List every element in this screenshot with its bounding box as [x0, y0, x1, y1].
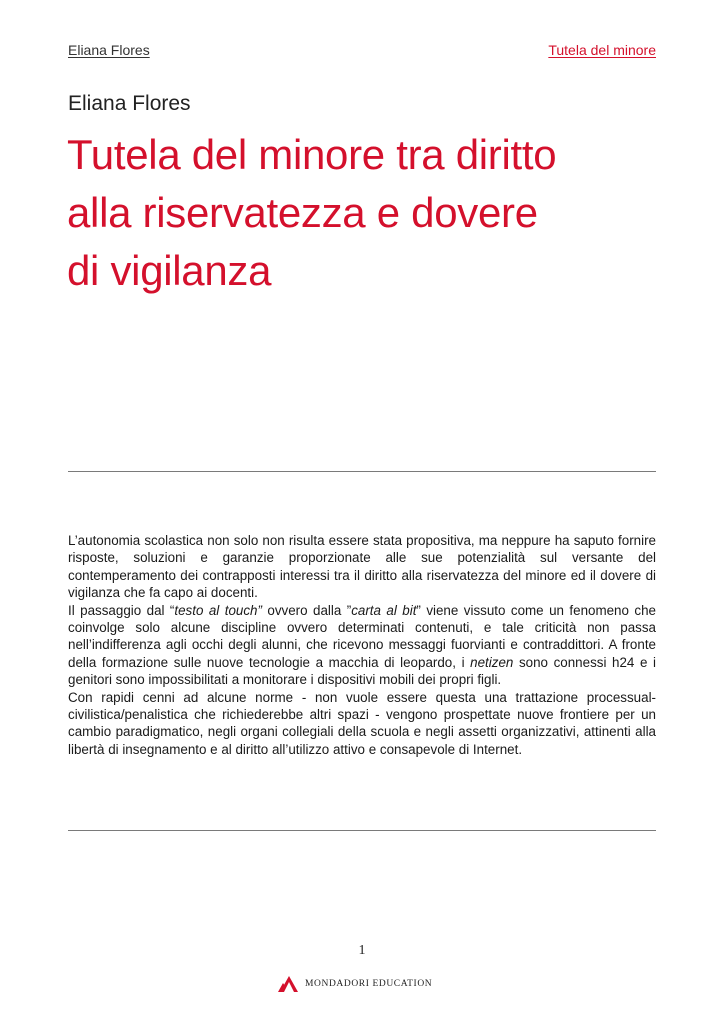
document-title	[67, 126, 667, 300]
abstract-p2-text-3: ” viene vissuto come un fenomeno che coinvolge solo alcune discipline ovvero determinati contenuti, e tale criticità non passa nell’indifferenza agli occhi degli alunni, che ricevono messaggi fuorvianti e contraddittori. A fronte della formazione sulle nuove tecnologie a macchia di leopardo, i	[68, 602, 656, 670]
divider-bottom	[68, 830, 656, 831]
abstract-paragraph-3: Con rapidi cenni ad alcune norme - non vuole essere questa una trattazione processual-civilistica/penalistica che richiederebbe altri spazi - vengono prospettate nuove frontiere per un cambio paradigmatico, negli organi collegiali della scuola e negli assetti organizzativi, attinenti alla libertà di insegnamento e al diritto all’utilizzo attivo e consapevole di Internet.	[68, 689, 656, 757]
abstract	[68, 532, 656, 758]
title-line-3: di vigilanza	[67, 247, 272, 294]
abstract-p2-italic-1: testo al touch”	[174, 602, 262, 618]
abstract-p2-italic-2: carta al bit	[351, 602, 417, 618]
abstract-p2-italic-3: netizen	[470, 654, 514, 670]
title-line-1: Tutela del minore tra diritto	[67, 131, 557, 178]
author-name: Eliana Flores	[68, 92, 191, 115]
divider-top	[68, 471, 656, 472]
abstract-paragraph-2	[68, 602, 656, 689]
mondadori-logo-icon	[278, 976, 300, 992]
running-header-author[interactable]: Eliana Flores	[68, 42, 150, 58]
abstract-p2-text-4: sono connessi h24 e i genitori sono impossibilitati a monitorare i dispositivi mobili dei propri figli.	[68, 654, 656, 688]
running-header-title[interactable]: Tutela del minore	[548, 42, 656, 58]
abstract-p2-text-2: ovvero dalla ”	[261, 602, 352, 618]
abstract-p2-text-1: Il passaggio dal “	[68, 602, 175, 618]
page-number: 1	[358, 943, 366, 958]
title-line-2: alla riservatezza e dovere	[67, 189, 538, 236]
publisher-footer	[278, 974, 432, 994]
abstract-paragraph-1: L’autonomia scolastica non solo non risulta essere stata propositiva, ma neppure ha saputo fornire risposte, soluzioni e garanzie proporzionate alle sue potenzialità sul versante del contemperamento dei contrapposti interessi tra il diritto alla riservatezza del minore ed il dovere di vigilanza che fa capo ai docenti.	[68, 533, 656, 601]
publisher-name: MONDADORI EDUCATION	[305, 979, 433, 989]
